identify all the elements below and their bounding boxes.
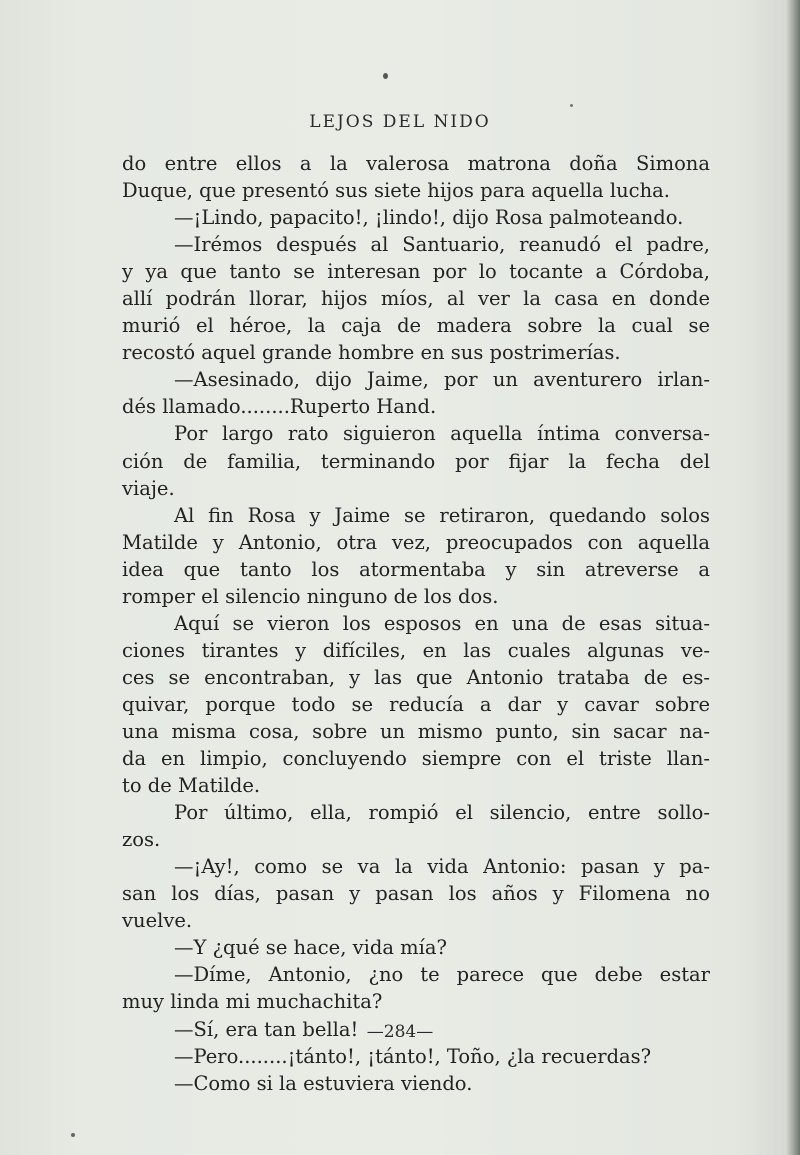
- text-line: Por largo rato siguieron aquella íntima conversa-: [174, 422, 710, 446]
- text-line: san los días, pasan y pasan los años y Filomena no: [122, 882, 710, 906]
- text-line: y ya que tanto se interesan por lo tocante a Córdoba,: [122, 260, 710, 284]
- page-edge-shadow: [786, 0, 800, 1155]
- text-line: viaje.: [122, 476, 175, 500]
- ink-speck: [570, 104, 573, 107]
- text-line: muy linda mi muchachita?: [122, 990, 383, 1014]
- text-line: Por último, ella, rompió el silencio, entre sollo-: [174, 801, 710, 825]
- text-line: —Sí, era tan bella!: [174, 1017, 359, 1041]
- text-line: —Como si la estuviera viendo.: [174, 1071, 473, 1095]
- text-line: to de Matilde.: [122, 774, 261, 798]
- text-line: murió el héroe, la caja de madera sobre la cual se: [122, 314, 710, 338]
- text-line: —¡Lindo, papacito!, ¡lindo!, dijo Rosa palmoteando.: [174, 206, 684, 230]
- text-line: do entre ellos a la valerosa matrona doña Simona: [122, 152, 710, 175]
- text-line: recostó aquel grande hombre en sus postrimerías.: [122, 341, 621, 365]
- text-line: —Irémos después al Santuario, reanudó el padre,: [174, 233, 710, 257]
- text-line: —Y ¿qué se hace, vida mía?: [174, 936, 447, 960]
- text-line: ciones tirantes y difíciles, en las cuales algunas ve-: [122, 638, 710, 662]
- text-line: ces se encontraban, y las que Antonio trataba de es-: [122, 665, 710, 689]
- running-header: LEJOS DEL NIDO: [309, 112, 491, 132]
- text-line: da en limpio, concluyendo siempre con el triste llan-: [122, 747, 710, 771]
- text-line: idea que tanto los atormentaba y sin atreverse a: [122, 557, 710, 581]
- body-text: [122, 150, 710, 1097]
- ink-speck: [383, 73, 388, 79]
- text-line: —¡Ay!, como se va la vida Antonio: pasan y pa-: [174, 855, 710, 879]
- text-line: Aquí se vieron los esposos en una de esas situa-: [174, 611, 710, 635]
- text-line: romper el silencio ninguno de los dos.: [122, 584, 499, 608]
- text-line: allí podrán llorar, hijos míos, al ver la casa en donde: [122, 287, 710, 311]
- text-line: —Asesinado, dijo Jaime, por un aventurero irlan-: [174, 368, 710, 392]
- text-line: Matilde y Antonio, otra vez, preocupados con aquella: [122, 530, 710, 554]
- text-line: ción de familia, terminando por fijar la fecha del: [122, 449, 710, 473]
- text-line: zos.: [122, 828, 161, 852]
- text-line: —Díme, Antonio, ¿no te parece que debe estar: [174, 963, 710, 987]
- page-number: —284—: [366, 1022, 434, 1042]
- ink-speck: [71, 1133, 75, 1137]
- text-line: —Pero........¡tánto!, ¡tánto!, Toño, ¿la recuerdas?: [174, 1044, 652, 1068]
- text-line: vuelve.: [122, 909, 193, 933]
- text-line: una misma cosa, sobre un mismo punto, sin sacar na-: [122, 719, 710, 743]
- text-line: quivar, porque todo se reducía a dar y cavar sobre: [122, 692, 710, 716]
- text-line: dés llamado........Ruperto Hand.: [122, 395, 437, 419]
- text-line: Al fin Rosa y Jaime se retiraron, quedando solos: [174, 503, 710, 527]
- text-line: Duque, que presentó sus siete hijos para aquella lucha.: [122, 179, 670, 203]
